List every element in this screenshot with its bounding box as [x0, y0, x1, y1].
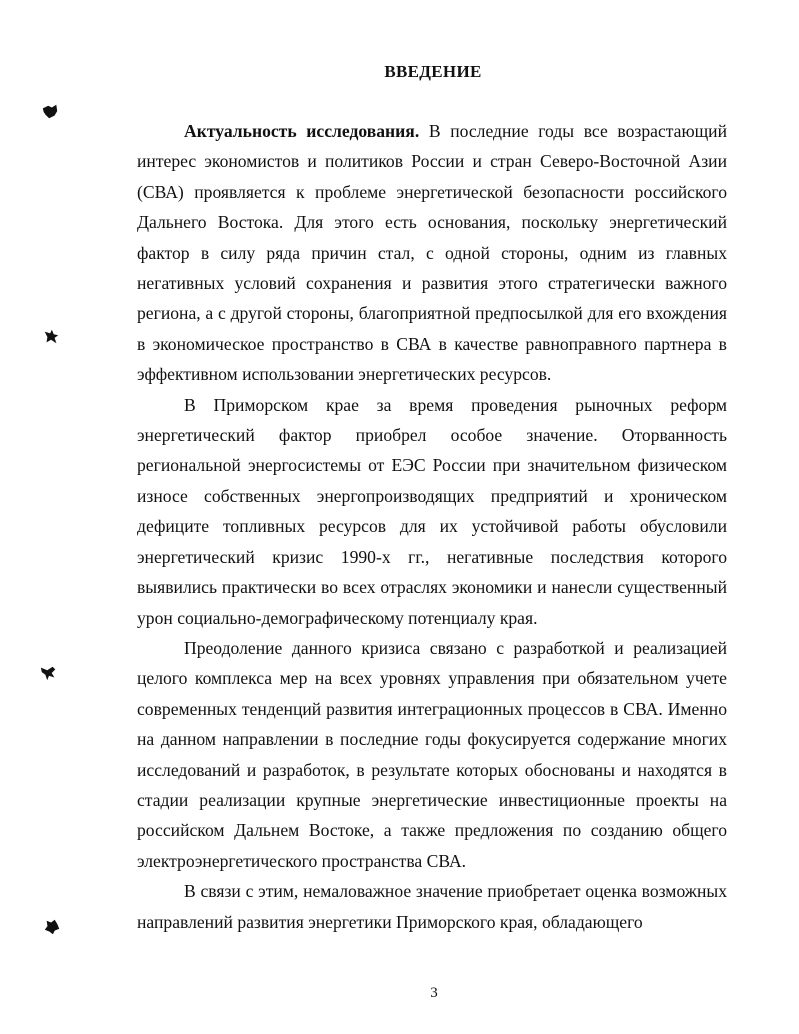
paragraph-lead: Актуальность исследования.	[184, 121, 420, 141]
paragraph-relevance	[137, 116, 727, 390]
body-text	[137, 116, 727, 937]
binding-mark-2	[42, 328, 60, 346]
paragraph-primorsky: В Приморском крае за время проведения рыночных реформ энергетический фактор приобрел особое значение. Оторванность региональной энергосистемы от ЕЭС России при значительном физическом износе собственных энергопроизводящих предприятий и хроническом дефиците топливных ресурсов для их устойчивой работы обусловили энергетический кризис 1990-х гг., негативные последствия которого выявились практически во всех отраслях экономики и нанесли существенный урон социально-демографическому потенциалу края.	[137, 394, 727, 628]
binding-mark-4	[43, 918, 61, 936]
paragraph-text: В последние годы все возрастающий интерес экономистов и политиков России и стран Северо-Восточной Азии (СВА) проявляется к проблеме энергетической безопасности российского Дальнего Востока. Для этого есть основания, поскольку энергетический фактор в силу ряда причин стал, с одной стороны, одним из главных негативных условий сохранения и развития этого стратегически важного региона, а с другой стороны, благоприятной предпосылкой для его вхождения в экономическое пространство в СВА в качестве равноправного партнера в эффективном использовании энергетических ресурсов.	[137, 121, 727, 385]
binding-mark-1	[41, 103, 59, 121]
page-title: ВВЕДЕНИЕ	[384, 62, 482, 81]
paragraph-overcoming: Преодоление данного кризиса связано с разработкой и реализацией целого комплекса мер на всех уровнях управления при обязательном учете современных тенденций развития интеграционных процессов в СВА. Именно на данном направлении в последние годы фокусируется содержание многих исследований и разработок, в результате которых обоснованы и находятся в стадии реализации крупные энергетические инвестиционные проекты на российском Дальнем Востоке, а также предложения по созданию общего электроэнергетического пространства СВА.	[137, 637, 727, 871]
page-number: 3	[430, 985, 438, 1001]
paragraph-assessment: В связи с этим, немаловажное значение приобретает оценка возможных направлений развития энергетики Приморского края, обладающего	[137, 881, 727, 932]
binding-mark-3	[40, 664, 58, 682]
